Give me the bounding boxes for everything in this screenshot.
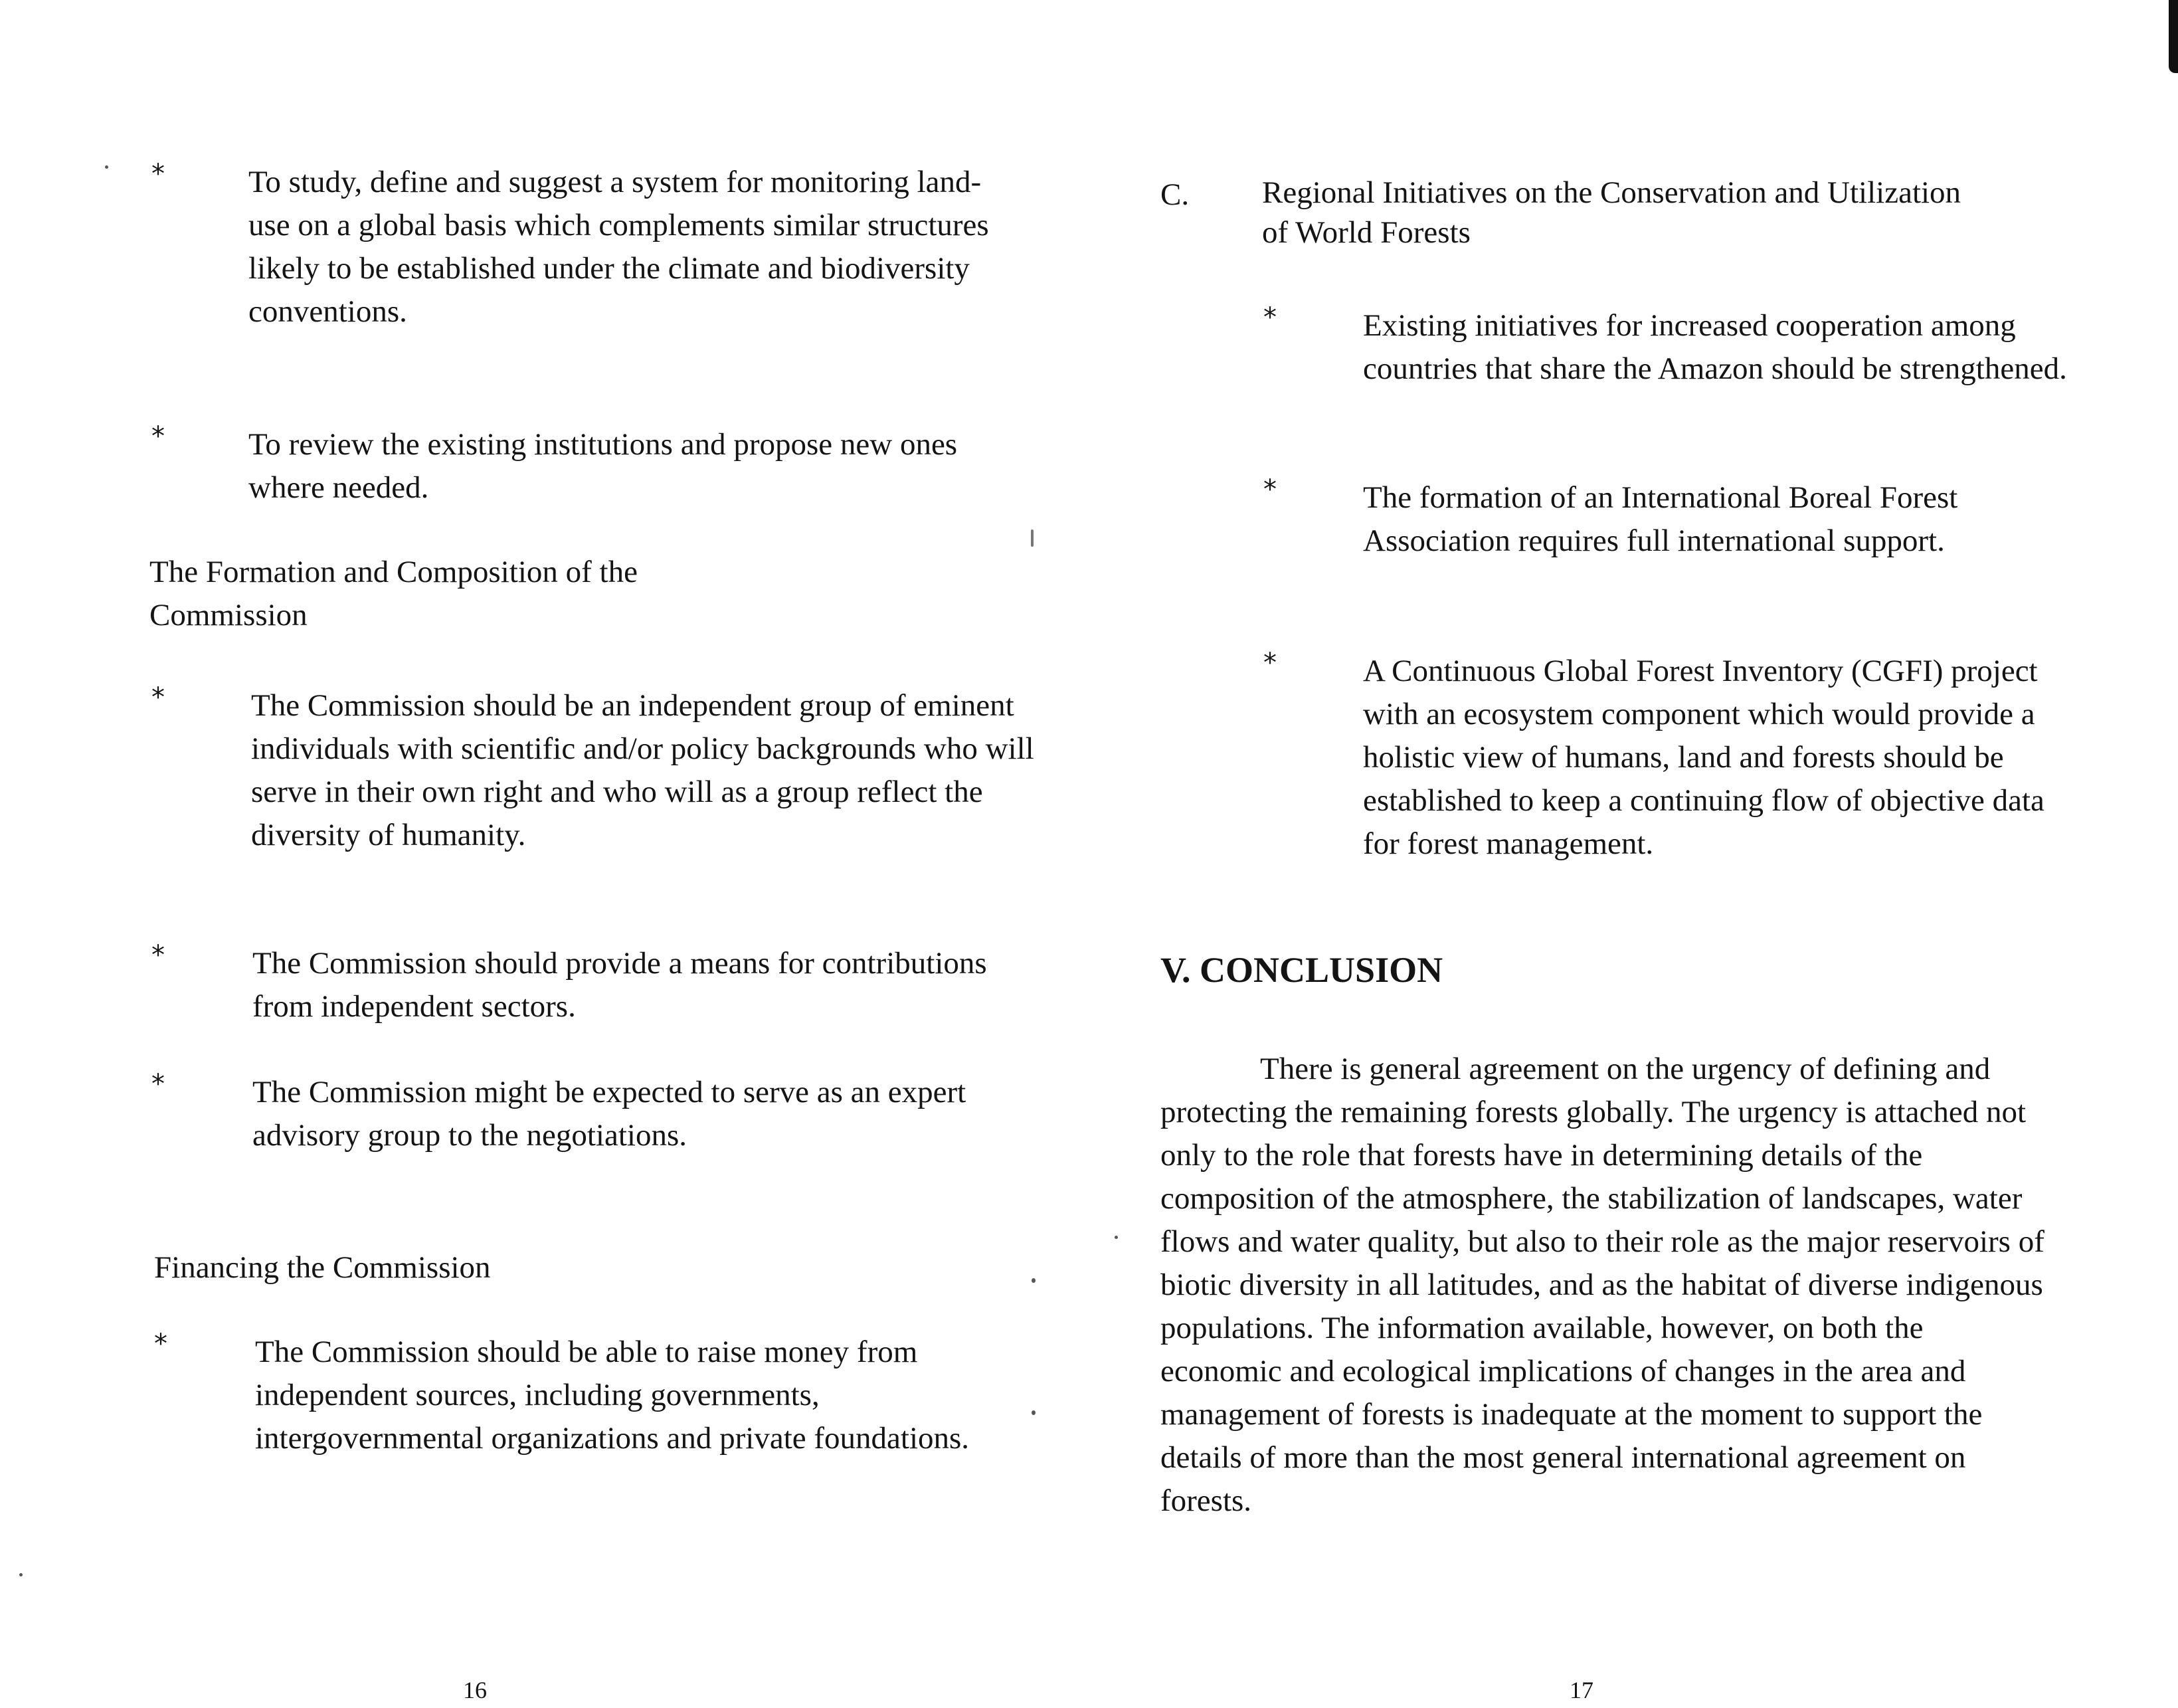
right-page: [1089, 0, 2178, 1708]
bullet-text: A Continuous Global Forest Inventory (CGFI) project with an ecosystem component which would provide a holistic view of humans, land and forests should be established to keep a continuing flow of objective data for forest management.: [1363, 654, 2044, 861]
bullet-asterisk: *: [151, 940, 165, 971]
conclusion-paragraph: There is general agreement on the urgency of defining and protecting the remaining forests globally. The urgency is attached not only to the role that forests have in determining details of the composition of the atmosphere, the stabilization of landscapes, water flows and water quality, but also to their role as the major reservoirs of biotic diversity in all latitudes, and as the habitat of diverse indigenous populations. The information available, however, on both the economic and ecological implications of changes in the area and management of forests is inadequate at the moment to support the details of more than the most general international agreement on forests.: [1160, 1052, 2044, 1518]
section-title: Regional Initiatives on the Conservation and Utilization of World Forests: [1262, 175, 1961, 250]
scan-speck: [1115, 1236, 1118, 1239]
bullet-asterisk: *: [154, 1329, 167, 1359]
bullet-text: To review the existing institutions and propose new ones where needed.: [248, 427, 958, 505]
bullet-text: The Commission should be an independent group of eminent individuals with scientific and/or policy backgrounds who will serve in their own right and who will as a group reflect the diversity of humanity.: [251, 688, 1034, 852]
bullet-text: The Commission might be expected to serve as an expert advisory group to the negotiations.: [252, 1075, 966, 1153]
bullet-asterisk: *: [151, 159, 165, 189]
scan-speck: [1032, 1278, 1036, 1283]
bullet-text: To study, define and suggest a system for monitoring land-use on a global basis which complements similar structures likely to be established under the climate and biodiversity conventions.: [248, 165, 989, 329]
subsection-heading: The Formation and Composition of the Commission: [149, 555, 638, 632]
bullet-asterisk: *: [1263, 302, 1277, 333]
scan-speck: [1031, 529, 1034, 547]
bullet-text: The formation of an International Boreal Forest Association requires full international support.: [1363, 480, 1958, 558]
bullet-text: The Commission should be able to raise money from independent sources, including governments, intergovernmental organizations and private foundations.: [255, 1335, 970, 1456]
scan-speck: [105, 165, 108, 169]
bullet-text: Existing initiatives for increased cooperation among countries that share the Amazon should be strengthened.: [1363, 308, 2067, 386]
scan-speck: [19, 1573, 23, 1576]
subsection-heading: Financing the Commission: [154, 1250, 491, 1285]
page-number: 16: [463, 1677, 487, 1703]
bullet-asterisk: *: [151, 1069, 165, 1099]
scan-speck: [1032, 1410, 1036, 1415]
bullet-asterisk: *: [1263, 648, 1277, 678]
section-letter: C.: [1160, 177, 1190, 212]
conclusion-heading: V. CONCLUSION: [1160, 950, 1443, 990]
bullet-asterisk: *: [1263, 474, 1277, 505]
bullet-text: The Commission should provide a means for contributions from independent sectors.: [252, 946, 987, 1024]
scan-edge-mark: [2169, 0, 2178, 73]
page-number: 17: [1570, 1677, 1593, 1703]
bullet-asterisk: *: [151, 682, 165, 713]
bullet-asterisk: *: [151, 421, 165, 452]
